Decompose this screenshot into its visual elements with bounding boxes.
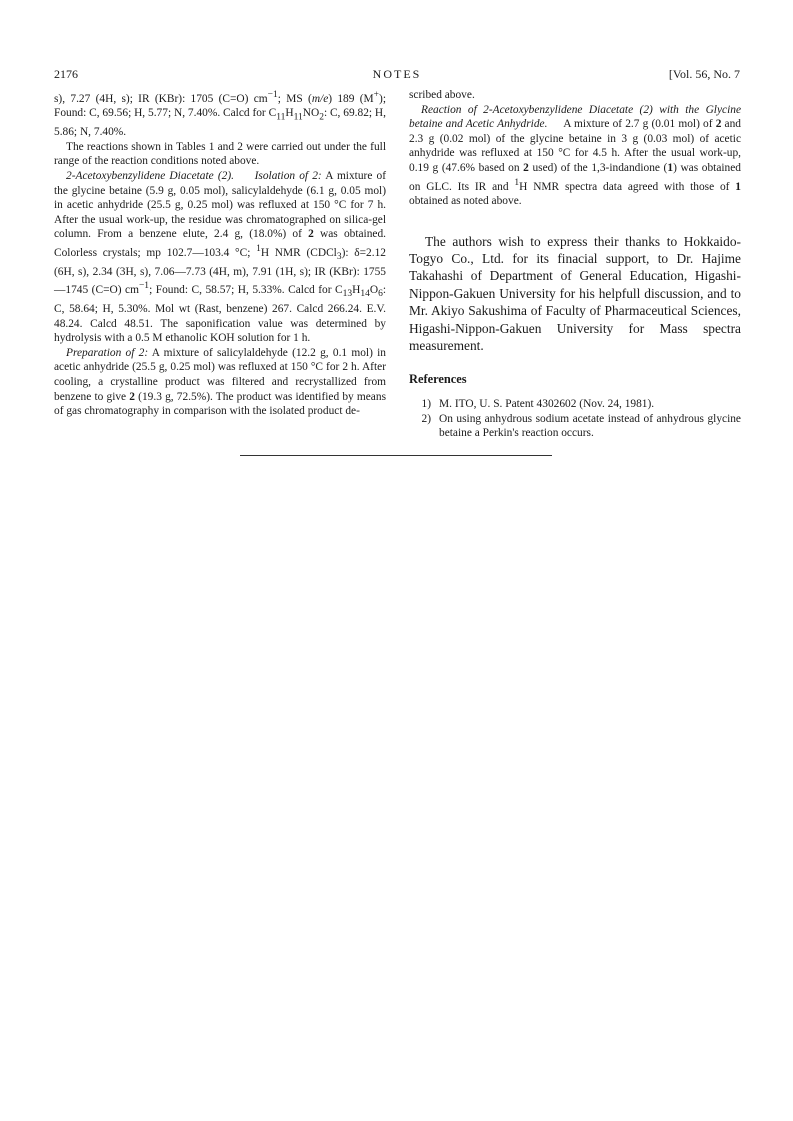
running-header	[54, 67, 740, 83]
reference-item	[409, 397, 741, 412]
paragraph-reaction-conditions: The reactions shown in Tables 1 and 2 were carried out under the full range of the reaction conditions noted above.	[54, 140, 386, 168]
reference-number: 2)	[421, 412, 431, 425]
right-column	[409, 88, 741, 441]
paragraph-isolation: 2-Acetoxybenzylidene Diacetate (2). Isolation of 2: A mixture of the glycine betaine (5.9 g, 0.05 mol), salicylaldehyde (6.1 g, 0.05 mol) in acetic anhydride (25.5 g, 0.25 mol) was refluxed at 150 °C for 7 h. After the usual work-up, the residue was chromatographed on silica-gel column. From a benzene elute, 2.4 g, (18.0%) of 2 was obtained. Colorless crystals; mp 102.7—103.4 °C; $^1$H NMR (CDCl$_3$): δ=2.12 (6H, s), 2.34 (3H, s), 7.06—7.73 (4H, m), 7.91 (1H, s); IR (KBr): 1755—1745 (C=O) $cm^{-1}$; Found: C, 58.57; H, 5.33%. Calcd for $C_{13}H_{14}O_6$: C, 58.64; H, 5.30%. Mol wt (Rast, benzene) 267. Calcd 266.24. E.V. 48.24. Calcd 48.51. The saponification value was determined by hydrolysis with a 0.5 M ethanolic KOH solution for 1 h.	[54, 170, 387, 345]
reference-text: On using anhydrous sodium acetate instead of anhydrous glycine betaine a Perkin's reaction occurs.	[439, 412, 741, 440]
subsection-heading: 2-Acetoxybenzylidene Diacetate (2).	[66, 170, 234, 183]
reference-number: 1)	[421, 397, 431, 410]
paragraph-spectral-data: s), 7.27 (4H, s); IR (KBr): 1705 (C=O) $cm^{-1}$; MS (m/e) 189 (M+); Found: C, 69.56; H, 5.77; N, 7.40%. Calcd for $C_{11}H_{11}NO_2$: C, 69.82; H, 5.86; N, 7.40%.	[54, 90, 386, 139]
paragraph-reaction: Reaction of 2-Acetoxybenzylidene Diacetate (2) with the Glycine betaine and Acetic Anhydride. A mixture of 2.7 g (0.01 mol) of 2 and 2.3 g (0.02 mol) of the glycine betaine in 3 g (0.03 mol) of acetic anhydride was refluxed at 150 °C for 4.5 h. After the usual work-up, 0.19 g (47.6% based on 2 used) of the 1,3-indandione (1) was obtained on GLC. Its IR and $^1$H NMR spectra data agreed with those of 1 obtained as noted above.	[409, 103, 741, 207]
reference-item	[409, 412, 741, 441]
references-heading: References	[409, 372, 467, 387]
paragraph-preparation: Preparation of 2: A mixture of salicylaldehyde (12.2 g, 0.1 mol) in acetic anhydride (25.5 g, 0.25 mol) was refluxed at 150 °C for 2 h. After cooling, a crystalline product was filtered and recrystallized from benzene to give 2 (19.3 g, 72.5%). The product was identified by means of gas chromatography in comparison with the isolated product de-	[54, 346, 387, 418]
acknowledgement: The authors wish to express their thanks to Hokkaido-Togyo Co., Ltd. for its finacial support, to Dr. Hajime Takahashi of Department of General Education, Higashi-Nippon-Gakuen University for his helpfull discussion, and to Mr. Akiyo Sakushima of Faculty of Pharmaceutical Sciences, Higashi-Nippon-Gakuen University for Mass spectra measurement.	[409, 233, 741, 353]
page-number: 2176	[54, 67, 78, 81]
reaction-heading: Reaction of 2-Acetoxybenzylidene Diacetate (2) with the Glycine betaine and Acetic Anhydride.	[409, 103, 741, 131]
references-list	[409, 397, 741, 441]
isolation-heading: Isolation of 2:	[254, 170, 322, 183]
left-column	[54, 88, 386, 419]
reference-text: M. ITO, U. S. Patent 4302602 (Nov. 24, 1981).	[439, 397, 655, 410]
preparation-heading: Preparation of 2:	[66, 346, 149, 359]
paragraph-continued: scribed above.	[409, 89, 475, 101]
volume-info: [Vol. 56, No. 7	[668, 67, 740, 81]
end-rule	[240, 455, 552, 456]
section-title: NOTES	[372, 67, 422, 81]
